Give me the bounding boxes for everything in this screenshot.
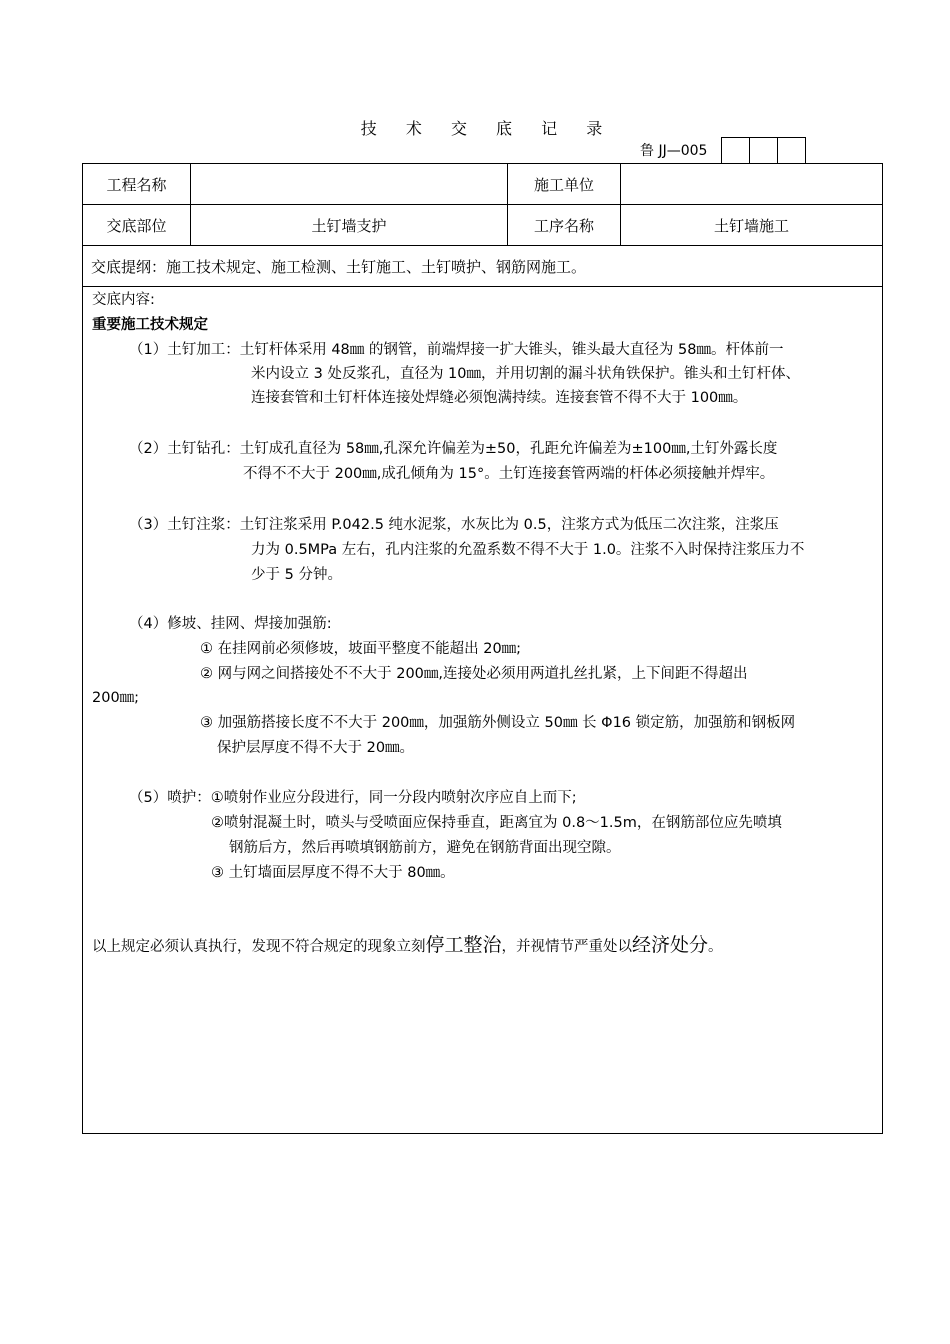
item3-line3: 少于 5 分钟。 xyxy=(251,567,342,583)
closing-emphasis-stop-work: 停工整治 xyxy=(425,934,502,956)
code-box-1 xyxy=(721,137,750,163)
closing-part1: 以上规定必须认真执行，发现不符合规定的现象立刻 xyxy=(92,939,426,955)
item4-sub1: ① 在挂网前必须修坡，坡面平整度不能超出 20㎜; xyxy=(200,641,522,657)
closing-part3: 。 xyxy=(708,939,723,955)
closing-part2: ，并视情节严重处以 xyxy=(501,939,633,955)
item4-sub3b: 保护层厚度不得不大于 20㎜。 xyxy=(217,740,415,756)
item1-line2: 米内设立 3 处反浆孔，直径为 10㎜，并用切割的漏斗状角铁保护。锥头和土钉杆体、 xyxy=(251,366,801,382)
item4-title: （4）修坡、挂网、焊接加强筋: xyxy=(129,616,332,632)
part-value: 土钉墙支护 xyxy=(191,205,508,246)
project-name-value xyxy=(191,164,508,205)
process-label: 工序名称 xyxy=(508,205,621,246)
item4-sub2b: 200㎜; xyxy=(92,690,140,706)
part-label: 交底部位 xyxy=(83,205,191,246)
process-value: 土钉墙施工 xyxy=(621,205,883,246)
outline-text: 交底提纲：施工技术规定、施工检测、土钉施工、土钉喷护、钢筋网施工。 xyxy=(83,246,883,287)
item1-line1: （1）土钉加工：土钉杆体采用 48㎜ 的钢管，前端焊接一扩大锥头，锥头最大直径为 58㎜。杆体前一 xyxy=(129,342,784,358)
row-part xyxy=(83,205,883,246)
section-title: 重要施工技术规定 xyxy=(92,317,208,333)
closing-emphasis-penalty: 经济处分 xyxy=(632,934,709,956)
item2-line2: 不得不不大于 200㎜,成孔倾角为 15°。土钉连接套管两端的杆体必须接触并焊牢。 xyxy=(243,466,775,482)
construction-unit-value xyxy=(621,164,883,205)
item2-line1: （2）土钉钻孔：土钉成孔直径为 58㎜,孔深允许偏差为±50，孔距允许偏差为±100㎜,土钉外露长度 xyxy=(129,441,778,457)
doc-code-row xyxy=(640,137,806,163)
project-name-label: 工程名称 xyxy=(83,164,191,205)
record-table xyxy=(82,163,883,1134)
item3-line1: （3）土钉注浆：土钉注浆采用 P.042.5 纯水泥浆，水灰比为 0.5，注浆方式为低压二次注浆，注浆压 xyxy=(129,517,779,533)
item4-sub2a: ② 网与网之间搭接处不不大于 200㎜,连接处必须用两道扎丝扎紧，上下间距不得超出 xyxy=(200,666,748,682)
item4-sub3a: ③ 加强筋搭接长度不不大于 200㎜，加强筋外侧设立 50㎜ 长 Φ16 锁定筋，加强筋和钢板网 xyxy=(200,715,796,731)
doc-code: 鲁 JJ—005 xyxy=(640,143,708,159)
item5-sub3: ③ 土钉墙面层厚度不得不大于 80㎜。 xyxy=(211,865,455,881)
item3-line2: 力为 0.5MPa 左右，孔内注浆的允盈系数不得不大于 1.0。注浆不入时保持注浆压力不 xyxy=(251,542,805,558)
row-outline xyxy=(83,246,883,287)
item5-line1: （5）喷护：①喷射作业应分段进行，同一分段内喷射次序应自上而下; xyxy=(129,790,577,806)
code-box-2 xyxy=(749,137,778,163)
item1-line3: 连接套管和土钉杆体连接处焊缝必须饱满持续。连接套管不得不大于 100㎜。 xyxy=(251,390,748,406)
construction-unit-label: 施工单位 xyxy=(508,164,621,205)
closing-statement xyxy=(92,933,723,959)
content-heading: 交底内容: xyxy=(92,292,155,308)
code-box-3 xyxy=(777,137,806,163)
row-content xyxy=(83,287,883,1134)
content-body xyxy=(83,287,882,1133)
item5-sub2b: 钢筋后方，然后再喷填钢筋前方，避免在钢筋背面出现空隙。 xyxy=(229,840,621,856)
content-cell xyxy=(83,287,883,1134)
row-project xyxy=(83,164,883,205)
item5-sub2a: ②喷射混凝土时，喷头与受喷面应保持垂直，距离宜为 0.8～1.5m，在钢筋部位应先喷填 xyxy=(211,815,782,831)
document-title: 技 术 交 底 记 录 xyxy=(360,119,615,138)
